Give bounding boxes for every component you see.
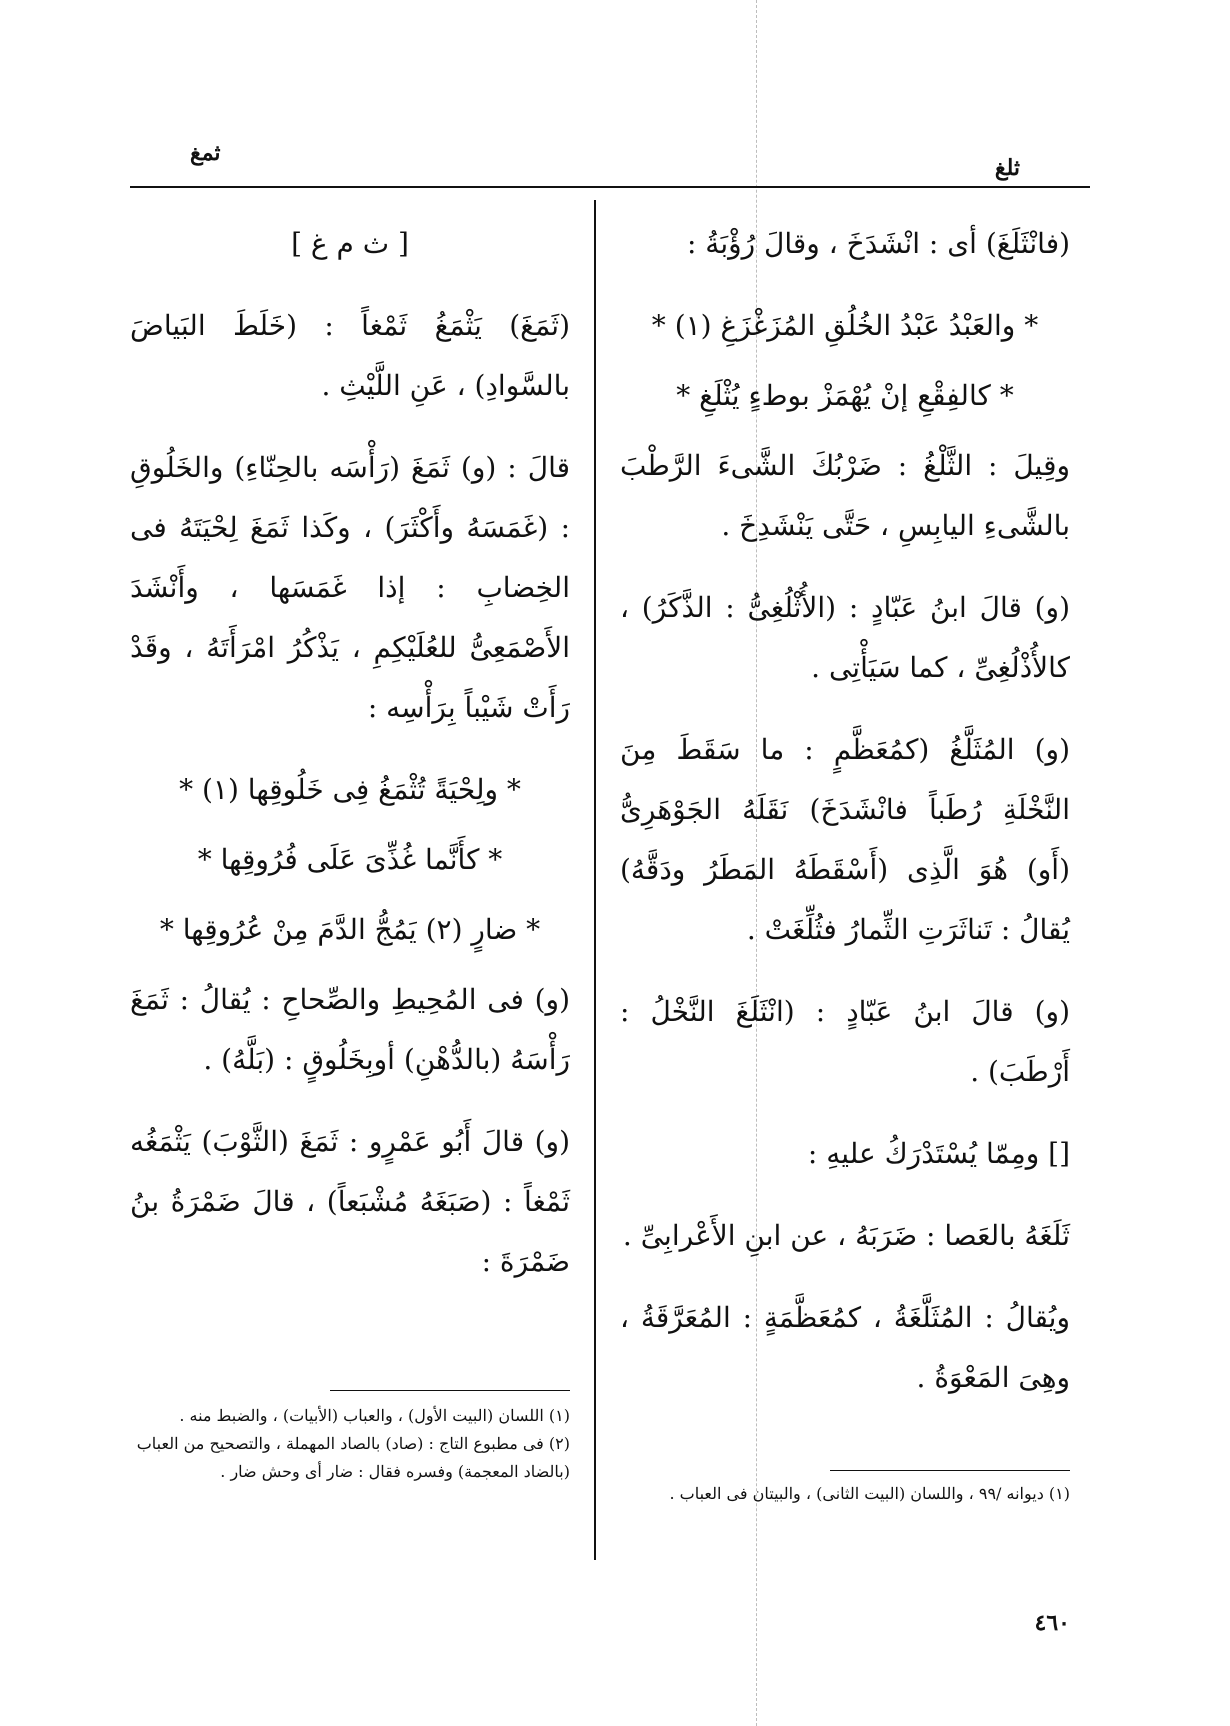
footnotes-left [130, 1402, 570, 1486]
paragraph: (و) المُثَلَّغُ (كمُعَظَّمٍ : ما سَقَطَ مِنَ النَّخْلَةِ رُطَباً فانْشَدَخَ) نَقَلَهُ الجَوْهَرِىُّ (أَو) هُوَ الَّذِى (أَسْقَطَهُ المَطَرُ ودَقَّهُ) يُقالُ : تَناثَرَتِ الثِّمارُ فثُلِّغَتْ . [620, 733, 1070, 946]
verse-line: * كالفِقْعِ إنْ يُهْمَزْ بوطءٍ يُثْلَغِ * [676, 379, 1014, 412]
verse-line: * ضارٍ (٢) يَمُجُّ الدَّمَ مِنْ عُرُوقِها * [159, 913, 541, 946]
verse-line: * كأَنَّما غُذِّىَ عَلَى فُرُوقِها * [197, 843, 503, 876]
right-column [620, 214, 1070, 1430]
verse-line: * والعَبْدُ عَبْدُ الخُلُقِ المُزَغْزَغِ (١) * [651, 309, 1039, 342]
header-rule [130, 186, 1090, 188]
paragraph: (فانْثَلَغَ) أى : انْشَدَخَ ، وقالَ رُؤْبَةُ : [686, 227, 1070, 260]
footnote-rule-right [830, 1470, 1070, 1471]
footnote: (٢) فى مطبوع التاج : (صاد) بالصاد المهملة ، والتصحيح من العباب (بالضاد المعجمة) وفسره فقال : ضار أى وحش ضار . [136, 1434, 570, 1481]
verse-line: * ولِحْيَةً تُثْمَغُ فِى خَلُوقِها (١) * [179, 773, 521, 806]
running-header-right: ثلغ [994, 155, 1020, 181]
paragraph: وقِيلَ : الثَّلْغُ : ضَرْبُكَ الشَّىءَ الرَّطْبَ بالشَّىءِ اليابِسِ ، حَتَّى يَنْشَدِخَ . [620, 449, 1070, 542]
paragraph: (و) قالَ ابنُ عَبّادٍ : (الأُثْلُغِىُّ : الذَّكَرُ) ، كالأُذْلُغِىِّ ، كما سَيَأْتِى . [620, 591, 1070, 684]
footnote: (١) اللسان (البيت الأول) ، والعباب (الأبيات) ، والضبط منه . [179, 1406, 570, 1425]
left-column [130, 214, 570, 1314]
paragraph: ثَلَغَهُ بالعَصا : ضَرَبَهُ ، عن ابنِ الأَعْرابِىِّ . [622, 1219, 1070, 1252]
entry-heading: [ ث م غ ] [291, 227, 409, 260]
paragraph: (و) قالَ أَبُو عَمْرٍو : ثَمَغَ (الثَّوْبَ) يَثْمَغُه ثَمْغاً : (صَبَغَهُ مُشْبَعاً) ، قالَ ضَمْرَةُ بنُ ضَمْرَةَ : [130, 1125, 570, 1278]
paragraph: (ثَمَغَ) يَثْمَغُ ثَمْغاً : (خَلَطَ البَياضَ بالسَّوادِ) ، عَنِ اللَّيْثِ . [130, 309, 570, 402]
page-number: ٤٦٠ [1034, 1610, 1070, 1636]
paragraph: [] ومِمّا يُسْتَدْرَكُ عليهِ : [807, 1137, 1070, 1170]
footnotes-right [620, 1480, 1070, 1508]
running-header-left: ثمغ [190, 140, 221, 166]
paragraph: قالَ : (و) ثَمَغَ (رَأْسَه بالحِنّاءِ) والخَلُوقِ : (غَمَسَهُ وأَكْثَرَ) ، وكَذا ثَمَغَ لِحْيَتَهُ فى الخِضابِ : إذا غَمَسَها ، وأَنْشَدَ الأَصْمَعِىُّ للعُلَيْكِمِ ، يَذْكُرُ امْرَأَتَهُ ، وقَدْ رَأَتْ شَيْباً بِرَأْسِه : [130, 451, 570, 724]
footnote: (١) ديوانه /٩٩ ، واللسان (البيت الثانى) ، والبيتان فى العباب . [669, 1484, 1070, 1503]
paragraph: (و) فى المُحِيطِ والصِّحاحِ : يُقالُ : ثَمَغَ رَأْسَهُ (بالدُّهْنِ) أوبِخَلُوقٍ : (بَلَّهُ) . [130, 983, 570, 1076]
paragraph: (و) قالَ ابنُ عَبّادٍ : (انْثَلَغَ النَّخْلُ : أَرْطَبَ) . [620, 995, 1070, 1088]
column-divider [594, 200, 596, 1560]
footnote-rule-left [330, 1390, 570, 1391]
paragraph: ويُقالُ : المُثَلَّغَةُ ، كمُعَظَّمَةٍ : المُعَرَّقَةُ ، وهِىَ المَعْوَةُ . [620, 1301, 1070, 1394]
